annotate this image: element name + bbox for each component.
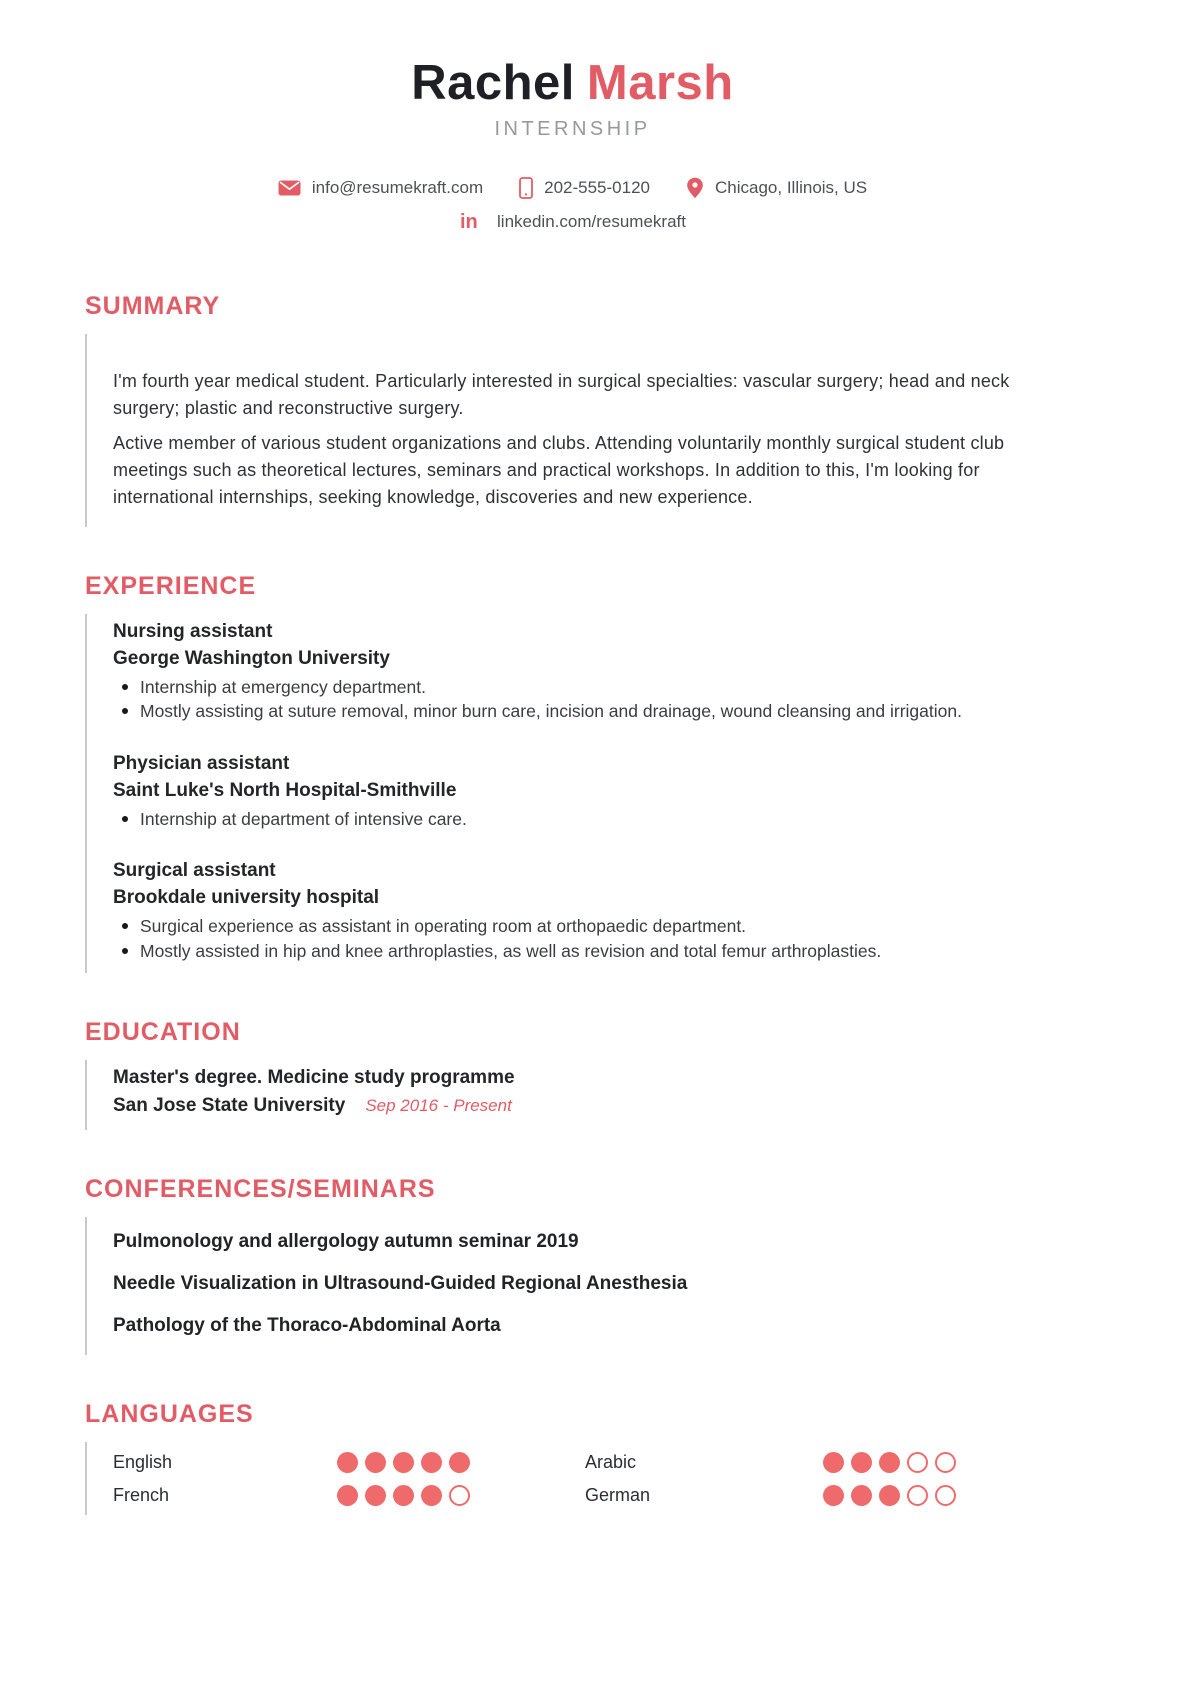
section-conferences	[85, 1174, 1060, 1355]
job-bullets	[113, 807, 1060, 832]
contact-location	[686, 177, 867, 199]
job	[113, 750, 1060, 832]
bullet-text: Internship at department of intensive care.	[140, 808, 467, 829]
level-dot	[393, 1485, 414, 1506]
section-experience	[85, 571, 1060, 974]
level-dot	[449, 1452, 470, 1473]
conference-item: Pulmonology and allergology autumn seminar 2019	[113, 1231, 579, 1253]
bullet-icon	[122, 816, 128, 822]
contact-phone	[519, 177, 650, 199]
contact-linkedin-text: linkedin.com/resumekraft	[497, 211, 686, 231]
education-body	[85, 1060, 1060, 1130]
experience-body	[85, 614, 1060, 974]
level-dot	[365, 1485, 386, 1506]
languages-body	[85, 1442, 1060, 1515]
section-education	[85, 1017, 1060, 1130]
summary-paragraph: Active member of various student organizations and clubs. Attending voluntarily monthly surgical student club meetings such as theoretical lectures, seminars and practical workshops. In addition to this, I'm looking for international internships, seeking knowledge, discoveries and new experience.	[113, 432, 1005, 507]
level-dot	[421, 1452, 442, 1473]
level-dot	[907, 1452, 928, 1473]
experience-title: EXPERIENCE	[85, 571, 257, 600]
level-dot	[935, 1452, 956, 1473]
contact-email-text: info@resumekraft.com	[311, 177, 484, 197]
job-role: Physician assistant	[113, 752, 290, 774]
contact-linkedin	[459, 211, 686, 233]
bullet-text: Surgical experience as assistant in operating room at orthopaedic department.	[140, 916, 747, 937]
conferences-body	[85, 1217, 1060, 1355]
language-level	[823, 1485, 1060, 1506]
bullet-item	[113, 699, 1060, 724]
bullet-item	[113, 807, 1060, 832]
bullet-text: Mostly assisting at suture removal, minor burn care, incision and drainage, wound cleansing and irrigation.	[140, 701, 962, 722]
level-dot	[879, 1452, 900, 1473]
education-dates: Sep 2016 - Present	[365, 1096, 512, 1116]
job-organization: Saint Luke's North Hospital-Smithville	[113, 779, 457, 801]
summary-body	[85, 334, 1060, 527]
person-job-title: INTERNSHIP	[494, 117, 651, 140]
bullet-text: Mostly assisted in hip and knee arthroplasties, as well as revision and total femur arthroplasties.	[140, 940, 882, 961]
bullet-icon	[122, 923, 128, 929]
section-languages	[85, 1399, 1060, 1515]
conference-item: Pathology of the Thoraco-Abdominal Aorta	[113, 1315, 501, 1337]
location-icon	[686, 177, 704, 199]
language-grid	[113, 1450, 1060, 1507]
level-dot	[337, 1485, 358, 1506]
education-title: EDUCATION	[85, 1018, 241, 1047]
bullet-icon	[122, 948, 128, 954]
conference-item: Needle Visualization in Ultrasound-Guided Regional Anesthesia	[113, 1273, 688, 1295]
bullet-text: Internship at emergency department.	[140, 676, 426, 697]
level-dot	[337, 1452, 358, 1473]
bullet-item	[113, 675, 1060, 700]
contact-location-text: Chicago, Illinois, US	[715, 177, 868, 197]
language-name: French	[113, 1485, 170, 1506]
person-name	[85, 56, 1060, 111]
language-level	[823, 1452, 1060, 1473]
contact-row-secondary	[85, 211, 1060, 233]
contact-email	[278, 178, 483, 198]
bullet-item	[113, 914, 1060, 939]
level-dot	[449, 1485, 470, 1506]
language-name: Arabic	[585, 1452, 637, 1473]
level-dot	[851, 1485, 872, 1506]
contact-row-primary	[85, 177, 1060, 199]
bullet-icon	[122, 708, 128, 714]
job-bullets	[113, 675, 1060, 724]
language-name: English	[113, 1452, 173, 1473]
bullet-item	[113, 939, 1060, 964]
resume-header	[85, 56, 1060, 233]
degree: Master's degree. Medicine study programme	[113, 1067, 515, 1089]
phone-icon	[519, 177, 533, 199]
level-dot	[365, 1452, 386, 1473]
school-line	[113, 1092, 1060, 1120]
contact-phone-text: 202-555-0120	[544, 177, 650, 197]
job	[113, 618, 1060, 724]
job-organization: George Washington University	[113, 647, 390, 669]
level-dot	[823, 1485, 844, 1506]
language-level	[337, 1452, 585, 1473]
school: San Jose State University	[113, 1095, 346, 1117]
linkedin-icon	[459, 211, 486, 233]
last-name: Marsh	[586, 56, 734, 110]
level-dot	[851, 1452, 872, 1473]
section-summary	[85, 291, 1060, 527]
languages-title: LANGUAGES	[85, 1400, 254, 1429]
email-icon	[278, 178, 301, 198]
level-dot	[823, 1452, 844, 1473]
job-role: Nursing assistant	[113, 620, 273, 642]
job-bullets	[113, 914, 1060, 963]
level-dot	[907, 1485, 928, 1506]
job-organization: Brookdale university hospital	[113, 887, 380, 909]
summary-title: SUMMARY	[85, 291, 221, 320]
language-level	[337, 1485, 585, 1506]
bullet-icon	[122, 684, 128, 690]
level-dot	[879, 1485, 900, 1506]
job	[113, 857, 1060, 963]
conferences-title: CONFERENCES/SEMINARS	[85, 1175, 436, 1204]
job-role: Surgical assistant	[113, 860, 276, 882]
svg-text:in: in	[460, 210, 478, 233]
first-name: Rachel	[411, 56, 575, 110]
level-dot	[935, 1485, 956, 1506]
summary-paragraph: I'm fourth year medical student. Particularly interested in surgical specialties: vascular surgery; head and neck surgery; plastic and reconstructive surgery.	[113, 370, 1010, 418]
level-dot	[421, 1485, 442, 1506]
level-dot	[393, 1452, 414, 1473]
language-name: German	[585, 1485, 651, 1506]
